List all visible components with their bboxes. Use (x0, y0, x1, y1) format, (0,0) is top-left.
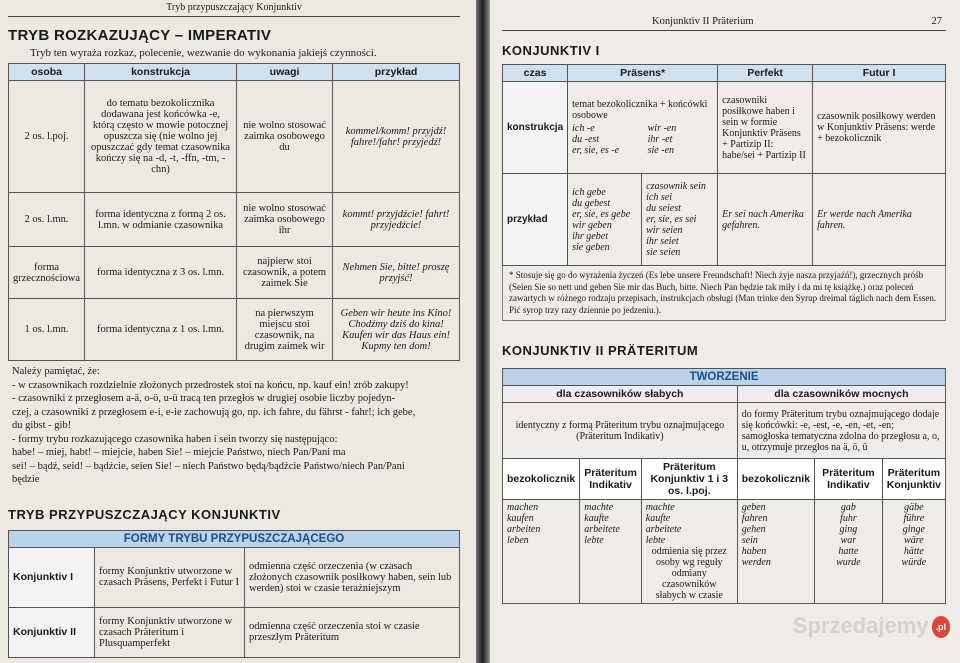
page-number: 27 (931, 16, 942, 27)
note-line: Należy pamiętać, że: (12, 366, 100, 377)
weak-verbs-header: dla czasowników słabych (503, 386, 738, 403)
konjunktiv-2-title: KONJUNKTIV II PRÄTERITUM (502, 343, 699, 358)
note-line: - w czasownikach rozdzielnie złożonych przedrostek stoi na końcu, np. kauf ein! zrób zakupy! (12, 379, 409, 391)
weak-konjunktiv-forms: machte kaufte arbeitete lebte (645, 502, 682, 546)
praesens-example-geben: ich gebe du gebest er, sie, es gebe wir geben ihr gebet sie geben (568, 174, 642, 266)
przyklad-cell: kommt! przyjdźcie! fahrt! przyjedźcie! (333, 193, 460, 247)
konjunktiv-1-table (502, 64, 946, 266)
subheader-praeteritum-konjunktiv: Präteritum Konjunktiv (882, 459, 945, 500)
osoba-cell: forma grzecznościowa (9, 247, 85, 299)
note-line: du gibst - gib! (12, 420, 72, 431)
left-running-head: Tryb przypuszczający Konjunktiv (8, 0, 460, 17)
praesens-rule: temat bezokolicznika + końcówki osobowe (572, 99, 708, 121)
header-futur: Futur I (813, 65, 946, 82)
table-row (503, 174, 946, 266)
header-osoba: osoba (9, 64, 85, 81)
uwagi-cell: najpierw stoi czasownik, a potem zaimek Sie (237, 247, 333, 299)
tworzenie-header: TWORZENIE (503, 369, 946, 386)
imperativ-intro: Tryb ten wyraża rozkaz, polecenie, wezwanie do wykonania jakiejś czynności. (30, 47, 377, 59)
strong-verbs-desc: do formy Präteritum trybu oznajmującego dodaje się końcówki: -e, -est, -e, -en, -et, -en; samogłoska tematyczna zdolna do przegłosu a, o, u, otrzymuje przegłos na ä, ö, ü (737, 403, 945, 459)
konjunktiv-section-title: TRYB PRZYPUSZCZAJĄCY KONJUNKTIV (8, 506, 281, 522)
konjunktiv-2-label: Konjunktiv II (9, 607, 95, 657)
forms-cell: formy Konjunktiv utworzone w czasach Präsens, Perfekt i Futur I (95, 547, 245, 607)
konjunktiv-1-label: Konjunktiv I (9, 547, 95, 607)
konjunktiv-forms-table (8, 530, 460, 658)
uwagi-cell: nie wolno stosować zaimka osobowego ihr (237, 193, 333, 247)
table-row (9, 547, 460, 607)
futur-example: Er werde nach Amerika fahren. (813, 174, 946, 266)
futur-konstrukcja-cell: czasownik posiłkowy werden w Konjunktiv Präsens: werde + bezokolicznik (813, 82, 946, 174)
header-przyklad: przykład (333, 64, 460, 81)
przyklad-cell: Nehmen Sie, bitte! proszę przyjść! (333, 247, 460, 299)
running-head-text: Konjunktiv II Präterium (652, 16, 754, 27)
perfekt-example: Er sei nach Amerika gefahren. (718, 174, 813, 266)
imperativ-title: TRYB ROZKAZUJĄCY – IMPERATIV (8, 27, 272, 44)
subheader-praeteritum-indikativ: Präteritum Indikativ (815, 459, 883, 500)
weak-konjunktiv-note: odmienia się przez osoby wg reguły odmiany czasowników słabych w czasie (651, 546, 727, 601)
endings-singular: ich -e du -est er, sie, es -e (572, 123, 620, 156)
przyklad-cell: Geben wir heute ins Kino! Chodźmy dziś do kina! Kaufen wir das Haus ein! Kupmy ten dom! (333, 299, 460, 361)
strong-konjunktiv: gäbe führe ginge wäre hätte würde (882, 500, 945, 604)
osoba-cell: 2 os. l.poj. (9, 81, 85, 193)
forms-table-header: FORMY TRYBU PRZYPUSZCZAJĄCEGO (9, 530, 460, 547)
konstrukcja-cell: forma identyczna z 1 os. l.mn. (85, 299, 237, 361)
table-row (503, 500, 946, 604)
subheader-praeteritum-indikativ: Präteritum Indikativ (580, 459, 642, 500)
desc-cell: odmienna część orzeczenia stoi w czasie przeszłym Präteritum (245, 607, 460, 657)
przyklad-cell: kommel/komm! przyjdź! fahre!/fahr! przyjedź! (333, 81, 460, 193)
table-row (9, 193, 460, 247)
strong-verbs-header: dla czasowników mocnych (737, 386, 945, 403)
note-line: habe! – miej, habt! – miejcie, haben Sie! – miejcie Państwo, niech Pan/Pani ma (12, 447, 346, 458)
perfekt-konstrukcja-cell: czasowniki posiłkowe haben i sein w formie Konjunktiv Präsens + Partizip II: habe/sei + Partizip II (718, 82, 813, 174)
weak-konjunktiv-cell (641, 500, 737, 604)
osoba-cell: 2 os. l.mn. (9, 193, 85, 247)
watermark-logo (793, 613, 950, 639)
left-page (0, 0, 476, 663)
przyklad-label: przykład (503, 174, 568, 266)
subheader-bezokolicznik: bezokolicznik (737, 459, 814, 500)
uwagi-cell: nie wolno stosować zaimka osobowego du (237, 81, 333, 193)
note-line: - czasowniki z przegłosem a-ä, o-ö, u-ü tracą ten przegłos w drugiej osobie liczby pojedyn- (12, 393, 396, 404)
table-row (9, 81, 460, 193)
imperativ-table (8, 63, 460, 361)
right-page (490, 0, 960, 663)
watermark-badge: .pl (932, 616, 951, 638)
subheader-praeteritum-konjunktiv: Präteritum Konjunktiv 1 i 3 os. l.poj. (641, 459, 737, 500)
praesens-example-sein: czasownik sein ich sei du seiest er, sie, es sei wir seien ihr seiet sie seien (642, 174, 718, 266)
konjunktiv-2-table (502, 368, 946, 604)
table-row (9, 247, 460, 299)
weak-indikativ: machte kaufte arbeitete lebte (580, 500, 642, 604)
table-row (9, 299, 460, 361)
konstrukcja-cell: do tematu bezokolicznika dodawana jest końcówka -e, którą często w mowie potocznej opuszcza się (nie wolno jej opuszczać gdy temat czasownika kończy się na -d, -t, -ffn, -tm, -chn) (85, 81, 237, 193)
table-row (503, 403, 946, 459)
header-uwagi: uwagi (237, 64, 333, 81)
watermark-text: Sprzedajemy (792, 613, 929, 638)
desc-cell: odmienna część orzeczenia (w czasach złożonych czasownik posiłkowy haben, sein lub werden) stoi w czasie teraźniejszym (245, 547, 460, 607)
note-line: czej, a czasowniki z przegłosem e-i, e-ie zachowują go, np. ich fahre, du fährst - fahr!; ich gebe, (12, 406, 416, 418)
konstrukcja-cell: forma identyczna z 3 os. l.mn. (85, 247, 237, 299)
konjunktiv-1-title: KONJUNKTIV I (502, 43, 600, 58)
header-czas: czas (503, 65, 568, 82)
imperativ-notes (12, 365, 460, 487)
header-konstrukcja: konstrukcja (85, 64, 237, 81)
header-praesens: Präsens* (568, 65, 718, 82)
konstrukcja-cell: forma identyczna z formą 2 os. l.mn. w odmianie czasownika (85, 193, 237, 247)
strong-infinitives: geben fahren gehen sein haben werden (737, 500, 814, 604)
forms-cell: formy Konjunktiv utworzone w czasach Präteritum i Plusquamperfekt (95, 607, 245, 657)
strong-indikativ: gab fuhr ging war hatte wurde (815, 500, 883, 604)
praesens-konstrukcja-cell (568, 82, 718, 174)
osoba-cell: 1 os. l.mn. (9, 299, 85, 361)
note-line: będzie (12, 474, 40, 485)
header-perfekt: Perfekt (718, 65, 813, 82)
table-row (503, 82, 946, 174)
note-line: sei! – bądź, seid! – bądźcie, seien Sie! – niech Państwo będą/bądźcie Państwo/niech Pan/Pani (12, 460, 405, 472)
weak-verbs-desc: identyczny z formą Präteritum trybu oznajmującego (Präteritum Indikativ) (503, 403, 738, 459)
konstrukcja-label: konstrukcja (503, 82, 568, 174)
right-running-head (502, 0, 946, 31)
uwagi-cell: na pierwszym miejscu stoi czasownik, na drugim zaimek wir (237, 299, 333, 361)
weak-infinitives: machen kaufen arbeiten leben (503, 500, 580, 604)
konjunktiv-1-footnote: * Stosuje się go do wyrażenia życzeń (Es lebe unsere Freundschaft! Niech żyje nasza przyjaźń!), grzecznych próśb (Seien Sie so nett und geben Sie mir das Buch, bitte. Niech Pan będzie tak miły i da mi tę książkę.) oraz poleceń zawartych w różnego rodzaju przepisach, instrukcjach obsługi (Man trinke den Syrup dreimal täglich nach dem Essen. Pić syrop trzy razy dziennie po jedzeniu.). (502, 266, 946, 321)
book-gutter (476, 0, 490, 663)
note-line: - formy trybu rozkazującego czasownika haben i sein tworzy się następująco: (12, 433, 338, 445)
subheader-bezokolicznik: bezokolicznik (503, 459, 580, 500)
table-row (9, 607, 460, 657)
endings-plural: wir -en ihr -et sie -en (647, 123, 677, 156)
